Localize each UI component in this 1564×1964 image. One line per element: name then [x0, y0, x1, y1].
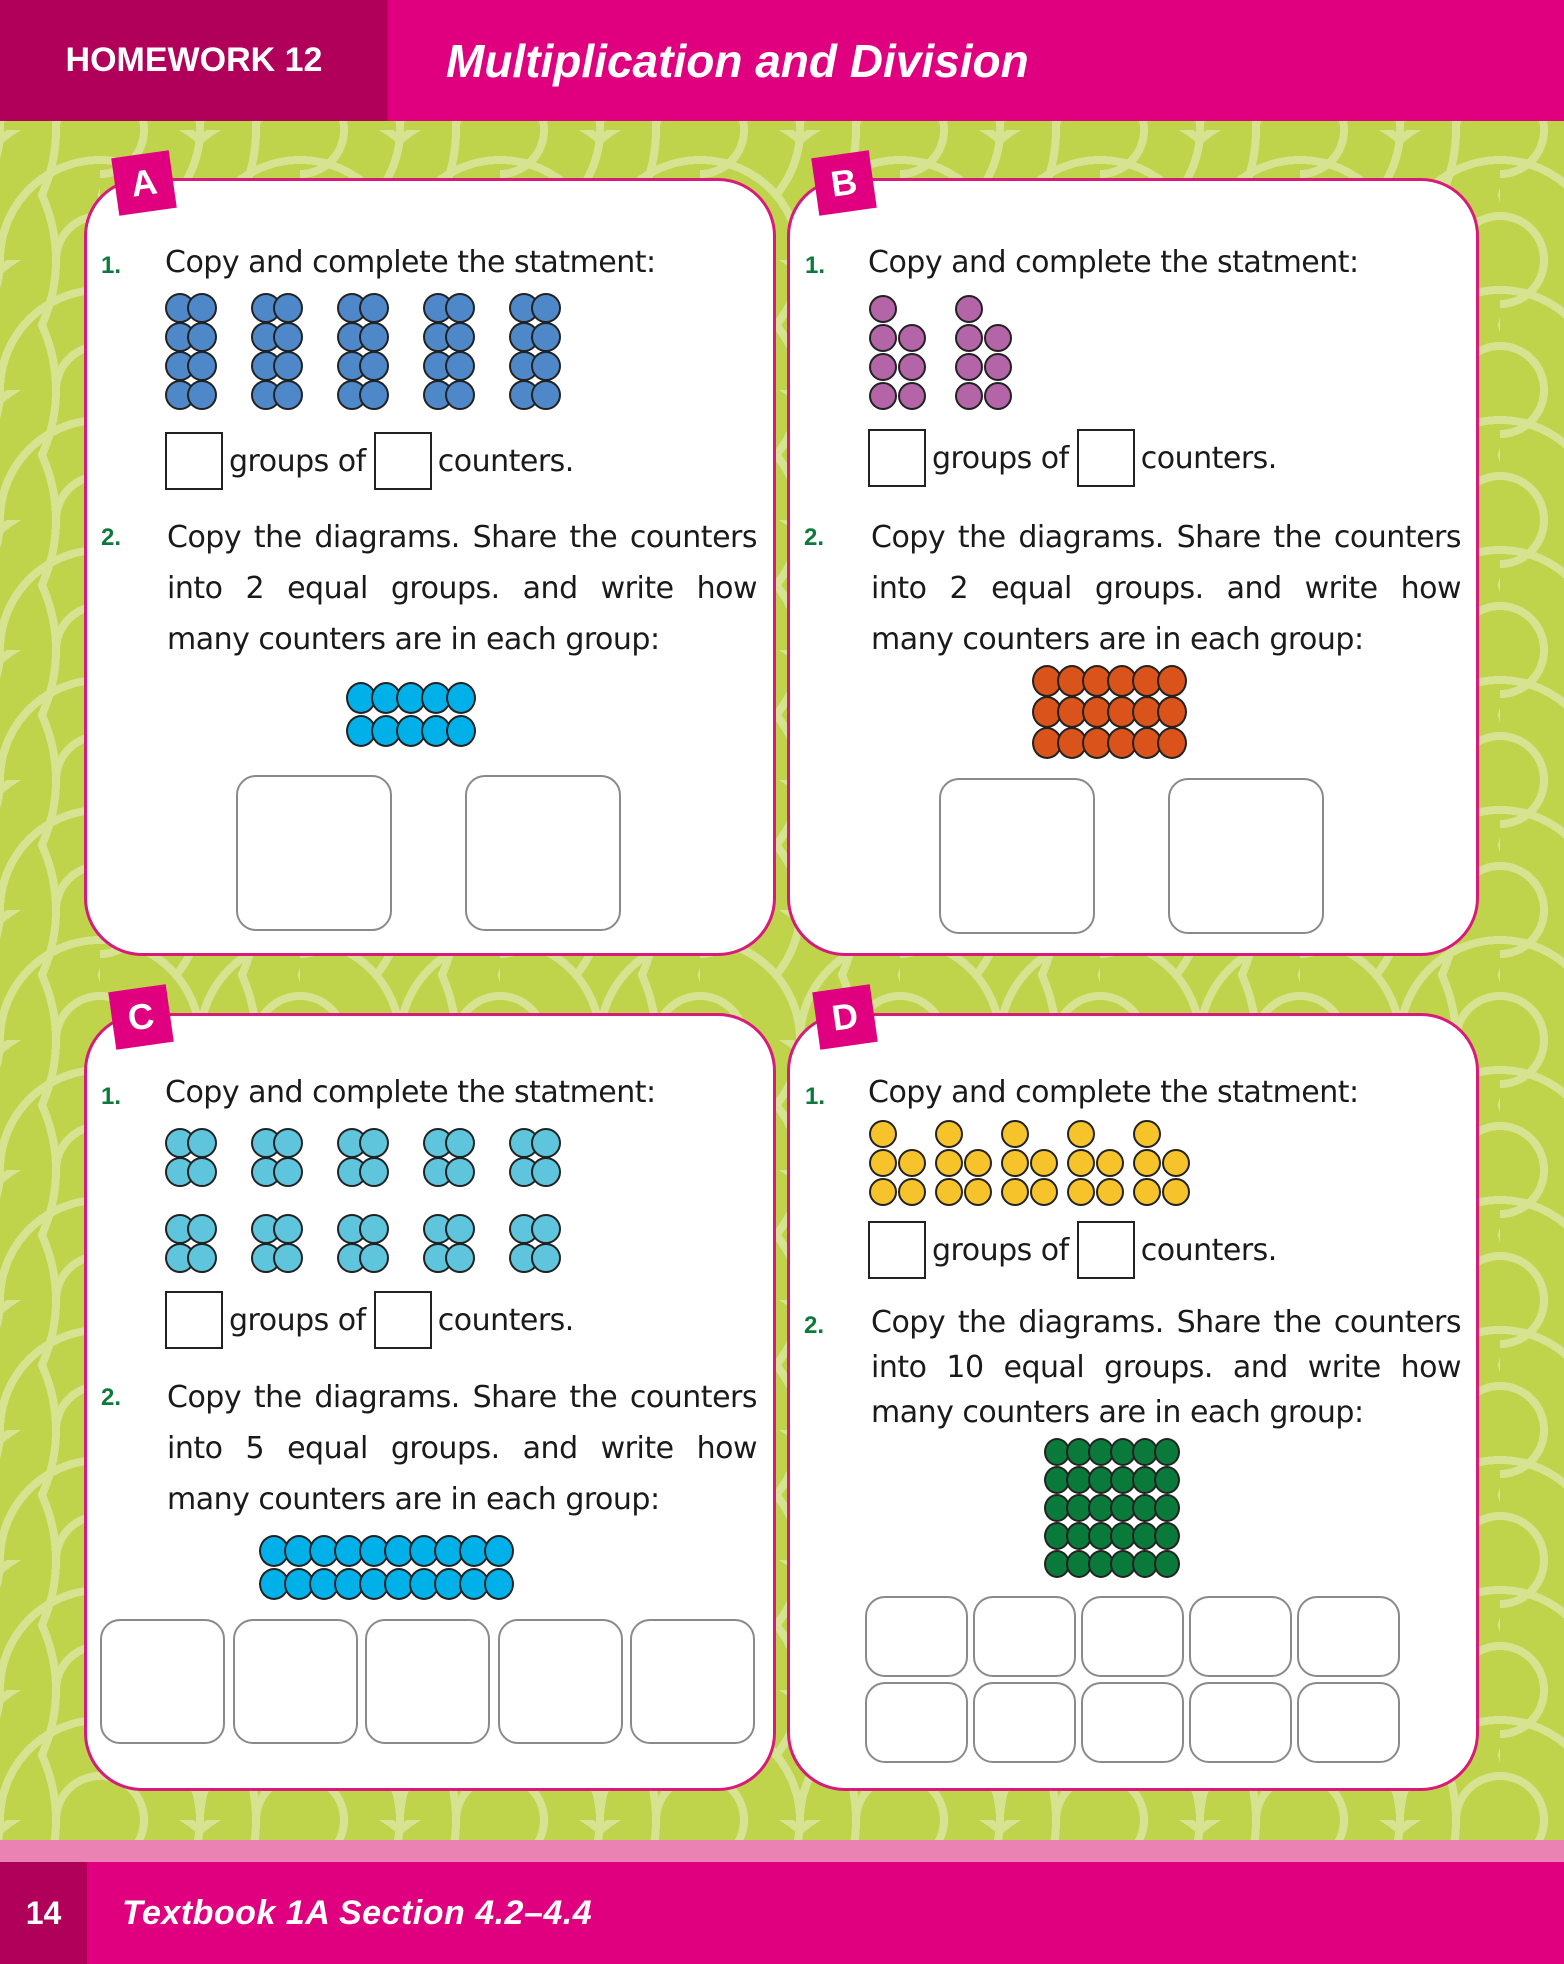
counter-dot: [531, 1214, 561, 1244]
statement-c: [165, 1291, 582, 1349]
page-title: Multiplication and Division: [446, 34, 1029, 87]
statement-a: [165, 432, 582, 490]
question-prompt: Copy and complete the statment:: [165, 245, 656, 280]
counter-dot: [359, 322, 389, 352]
counter-dot: [1162, 1149, 1190, 1177]
group-answer-box[interactable]: [1081, 1596, 1184, 1677]
counter-dot: [1154, 1438, 1180, 1466]
counter-dot: [273, 1128, 303, 1158]
question-number: 1.: [805, 252, 826, 279]
question-instructions: Copy the diagrams. Share the counters into 2 equal groups. and write how many counters are in each group:: [871, 520, 1461, 657]
counter-dot: [869, 295, 897, 323]
counter-dot: [984, 324, 1012, 352]
counter-dot: [1001, 1149, 1029, 1177]
counter-dot: [1133, 1120, 1161, 1148]
counter-dot: [273, 1243, 303, 1273]
counter-dot: [359, 1157, 389, 1187]
counter-dot: [1154, 1550, 1180, 1578]
groups-of-label: groups of: [932, 440, 1069, 476]
counter-dot: [898, 1178, 926, 1206]
question-instructions: Copy the diagrams. Share the counters into 5 equal groups. and write how many counters are in each group:: [167, 1380, 757, 1517]
counter-dot: [935, 1178, 963, 1206]
group-answer-box[interactable]: [236, 775, 392, 931]
counter-dot: [955, 295, 983, 323]
counter-dot: [273, 1214, 303, 1244]
answer-box-groups[interactable]: [165, 1291, 223, 1349]
counter-dot: [1001, 1120, 1029, 1148]
counters-label: counters.: [437, 1302, 574, 1338]
group-answer-box[interactable]: [498, 1619, 623, 1744]
counter-dot: [955, 382, 983, 410]
counter-dot: [898, 353, 926, 381]
counter-dot: [1133, 1149, 1161, 1177]
answer-box-groups[interactable]: [868, 1221, 926, 1279]
counter-dot: [445, 380, 475, 410]
counter-dot: [1157, 665, 1187, 697]
answer-box-counters[interactable]: [1077, 429, 1135, 487]
group-answer-box[interactable]: [1189, 1596, 1292, 1677]
counter-dot: [445, 322, 475, 352]
question-number: 1.: [101, 1083, 122, 1110]
counter-dot: [445, 1243, 475, 1273]
counter-dot: [1067, 1120, 1095, 1148]
counter-dot: [187, 293, 217, 323]
counter-dot: [359, 380, 389, 410]
counter-dot: [445, 1128, 475, 1158]
counter-dot: [273, 293, 303, 323]
statement-d: [868, 1221, 1285, 1279]
question-prompt: Copy and complete the statment:: [868, 1075, 1359, 1110]
counter-dot: [1154, 1494, 1180, 1522]
question-number: 2.: [804, 1312, 825, 1339]
counter-dot: [484, 1535, 514, 1567]
counter-dot: [187, 1214, 217, 1244]
page-footer: [0, 1862, 1564, 1964]
counter-dot: [869, 324, 897, 352]
question-number: 1.: [805, 1083, 826, 1110]
question-number: 1.: [101, 252, 122, 279]
section-badge-d: D: [812, 984, 878, 1050]
counter-dot: [187, 322, 217, 352]
question-number: 2.: [101, 524, 122, 551]
counter-dot: [935, 1120, 963, 1148]
counter-dot: [869, 382, 897, 410]
group-answer-box[interactable]: [1168, 778, 1324, 934]
group-answer-box[interactable]: [1297, 1596, 1400, 1677]
textbook-reference: Textbook 1A Section 4.2–4.4: [122, 1893, 593, 1932]
group-answer-box[interactable]: [100, 1619, 225, 1744]
section-badge-c: C: [108, 984, 174, 1050]
counter-dot: [187, 380, 217, 410]
counter-dot: [1096, 1178, 1124, 1206]
answer-box-counters[interactable]: [1077, 1221, 1135, 1279]
statement-b: [868, 429, 1285, 487]
counter-dot: [869, 1149, 897, 1177]
counter-dot: [869, 353, 897, 381]
counter-dot: [531, 1243, 561, 1273]
question-instructions: Copy the diagrams. Share the counters into 10 equal groups. and write how many counters are in each group:: [871, 1305, 1461, 1430]
counter-dot: [1154, 1466, 1180, 1494]
counter-dot: [1001, 1178, 1029, 1206]
counter-dot: [531, 351, 561, 381]
counter-dot: [445, 1157, 475, 1187]
answer-box-groups[interactable]: [868, 429, 926, 487]
counter-dot: [869, 1178, 897, 1206]
counter-dot: [984, 353, 1012, 381]
group-answer-box[interactable]: [865, 1682, 968, 1763]
group-answer-box[interactable]: [1189, 1682, 1292, 1763]
group-answer-box[interactable]: [865, 1596, 968, 1677]
counter-dot: [1154, 1522, 1180, 1550]
group-answer-box[interactable]: [939, 778, 1095, 934]
counter-dot: [1067, 1149, 1095, 1177]
counter-dot: [187, 351, 217, 381]
counter-dot: [898, 324, 926, 352]
group-answer-box[interactable]: [630, 1619, 755, 1744]
answer-box-counters[interactable]: [374, 432, 432, 490]
counter-dot: [869, 1120, 897, 1148]
counter-dot: [273, 1157, 303, 1187]
counter-dot: [273, 322, 303, 352]
group-answer-box[interactable]: [1297, 1682, 1400, 1763]
groups-of-label: groups of: [229, 443, 366, 479]
counter-dot: [1096, 1149, 1124, 1177]
group-answer-box[interactable]: [973, 1682, 1076, 1763]
counter-dot: [1133, 1178, 1161, 1206]
footer-stripe: [0, 1840, 1564, 1862]
counter-dot: [531, 380, 561, 410]
group-answer-box[interactable]: [233, 1619, 358, 1744]
page-header: [0, 0, 1564, 121]
counter-dot: [964, 1149, 992, 1177]
counter-dot: [531, 1157, 561, 1187]
section-badge-b: B: [811, 150, 877, 216]
counter-dot: [955, 324, 983, 352]
counter-dot: [187, 1157, 217, 1187]
counter-dot: [359, 1243, 389, 1273]
counter-dot: [935, 1149, 963, 1177]
groups-of-label: groups of: [932, 1232, 1069, 1268]
counter-dot: [446, 715, 476, 747]
question-prompt: Copy and complete the statment:: [165, 1075, 656, 1110]
counter-dot: [1067, 1178, 1095, 1206]
group-answer-box[interactable]: [1081, 1682, 1184, 1763]
counter-dot: [359, 1128, 389, 1158]
counter-dot: [273, 380, 303, 410]
counter-dot: [484, 1568, 514, 1600]
counters-label: counters.: [1140, 440, 1277, 476]
counter-dot: [964, 1178, 992, 1206]
counters-label: counters.: [1140, 1232, 1277, 1268]
homework-tag: HOMEWORK 12: [0, 0, 388, 121]
counter-dot: [898, 1149, 926, 1177]
counter-dot: [955, 353, 983, 381]
counter-dot: [1030, 1149, 1058, 1177]
counter-dot: [531, 1128, 561, 1158]
question-instructions: Copy the diagrams. Share the counters into 2 equal groups. and write how many counters are in each group:: [167, 520, 757, 657]
counter-dot: [445, 1214, 475, 1244]
counter-dot: [1030, 1178, 1058, 1206]
group-answer-box[interactable]: [465, 775, 621, 931]
question-prompt: Copy and complete the statment:: [868, 245, 1359, 280]
counter-dot: [984, 382, 1012, 410]
counter-dot: [446, 682, 476, 714]
counter-dot: [898, 382, 926, 410]
page-number: 14: [0, 1862, 87, 1964]
group-answer-box[interactable]: [973, 1596, 1076, 1677]
counter-dot: [1162, 1178, 1190, 1206]
counter-dot: [273, 351, 303, 381]
section-badge-a: A: [111, 150, 177, 216]
counter-dot: [359, 293, 389, 323]
counter-dot: [187, 1243, 217, 1273]
counter-dot: [445, 351, 475, 381]
counter-dot: [187, 1128, 217, 1158]
answer-box-groups[interactable]: [165, 432, 223, 490]
counters-label: counters.: [437, 443, 574, 479]
group-answer-box[interactable]: [365, 1619, 490, 1744]
question-number: 2.: [101, 1384, 122, 1411]
counter-dot: [359, 351, 389, 381]
counter-dot: [531, 322, 561, 352]
answer-box-counters[interactable]: [374, 1291, 432, 1349]
counter-dot: [1157, 696, 1187, 728]
counter-dot: [531, 293, 561, 323]
groups-of-label: groups of: [229, 1302, 366, 1338]
counter-dot: [1157, 727, 1187, 759]
counter-dot: [445, 293, 475, 323]
question-number: 2.: [804, 524, 825, 551]
counter-dot: [359, 1214, 389, 1244]
